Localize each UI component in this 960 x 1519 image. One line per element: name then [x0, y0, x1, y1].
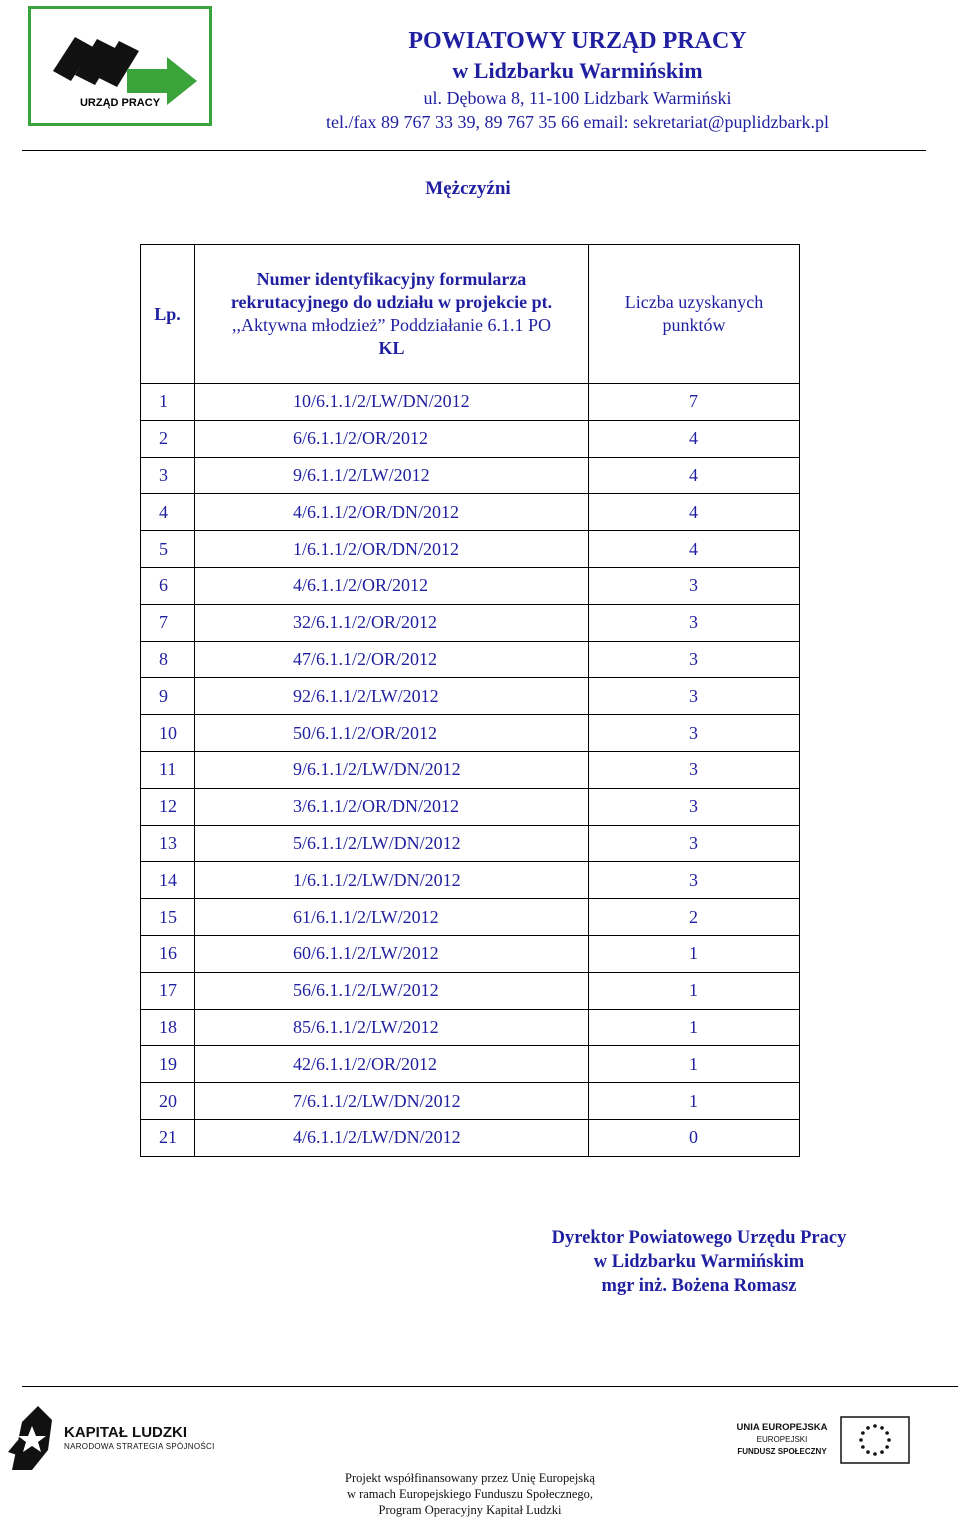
signature-block — [530, 1226, 868, 1298]
points: 3 — [589, 678, 800, 715]
points: 3 — [589, 825, 800, 862]
row-number: 8 — [141, 641, 195, 678]
table-row — [141, 1083, 800, 1120]
kapital-ludzki-logo-icon — [8, 1400, 60, 1472]
points: 3 — [589, 715, 800, 752]
office-contact: tel./fax 89 767 33 39, 89 767 35 66 email: sekretariat@puplidzbark.pl — [326, 112, 829, 132]
header-form-id-line1: Numer identyfikacyjny formularza — [256, 269, 527, 289]
header-lp: Lp. — [141, 245, 195, 384]
points: 1 — [589, 935, 800, 972]
eu-star-icon — [873, 1424, 877, 1428]
table-row — [141, 384, 800, 421]
row-number: 1 — [141, 384, 195, 421]
form-id: 50/6.1.1/2/OR/2012 — [195, 715, 589, 752]
row-number: 20 — [141, 1083, 195, 1120]
eu-star-icon — [887, 1438, 891, 1442]
form-id: 60/6.1.1/2/LW/2012 — [195, 935, 589, 972]
points: 2 — [589, 899, 800, 936]
table-row — [141, 1119, 800, 1156]
form-id: 1/6.1.1/2/LW/DN/2012 — [195, 862, 589, 899]
row-number: 15 — [141, 899, 195, 936]
office-location: w Lidzbarku Warmińskim — [452, 58, 703, 83]
points: 3 — [589, 567, 800, 604]
row-number: 9 — [141, 678, 195, 715]
row-number: 13 — [141, 825, 195, 862]
table-row — [141, 678, 800, 715]
points: 3 — [589, 788, 800, 825]
points: 3 — [589, 751, 800, 788]
points: 3 — [589, 641, 800, 678]
kapital-ludzki-subtitle: NARODOWA STRATEGIA SPÓJNOŚCI — [64, 1442, 215, 1451]
table-row — [141, 972, 800, 1009]
form-id: 9/6.1.1/2/LW/2012 — [195, 457, 589, 494]
header-points — [589, 245, 800, 384]
row-number: 2 — [141, 420, 195, 457]
footer-divider — [22, 1386, 958, 1387]
row-number: 18 — [141, 1009, 195, 1046]
eu-line3: FUNDUSZ SPOŁECZNY — [737, 1447, 827, 1456]
form-id: 4/6.1.1/2/OR/2012 — [195, 567, 589, 604]
kapital-ludzki-name: KAPITAŁ LUDZKI — [64, 1424, 188, 1441]
points: 0 — [589, 1119, 800, 1156]
eu-star-icon — [861, 1445, 865, 1449]
points: 3 — [589, 604, 800, 641]
points: 4 — [589, 494, 800, 531]
table-row — [141, 641, 800, 678]
row-number: 19 — [141, 1046, 195, 1083]
form-id: 5/6.1.1/2/LW/DN/2012 — [195, 825, 589, 862]
eu-star-icon — [885, 1445, 889, 1449]
eu-star-icon — [885, 1431, 889, 1435]
row-number: 14 — [141, 862, 195, 899]
points: 3 — [589, 862, 800, 899]
row-number: 16 — [141, 935, 195, 972]
table-row — [141, 567, 800, 604]
row-number: 5 — [141, 531, 195, 568]
table-row — [141, 457, 800, 494]
funding-note — [280, 1470, 660, 1518]
form-id: 9/6.1.1/2/LW/DN/2012 — [195, 751, 589, 788]
form-id: 1/6.1.1/2/OR/DN/2012 — [195, 531, 589, 568]
eu-label — [730, 1422, 834, 1458]
row-number: 10 — [141, 715, 195, 752]
table-header-row — [141, 245, 800, 384]
row-number: 12 — [141, 788, 195, 825]
table-row — [141, 825, 800, 862]
header-form-id-line2: rekrutacyjnego do udziału w projekcie pt. — [230, 292, 553, 312]
row-number: 11 — [141, 751, 195, 788]
form-id: 32/6.1.1/2/OR/2012 — [195, 604, 589, 641]
table-row — [141, 751, 800, 788]
results-table — [140, 244, 800, 1157]
header-points-line2: punktów — [662, 315, 726, 335]
row-number: 3 — [141, 457, 195, 494]
points: 4 — [589, 531, 800, 568]
eu-star-icon — [866, 1450, 870, 1454]
row-number: 21 — [141, 1119, 195, 1156]
office-header — [225, 26, 930, 134]
table-row — [141, 715, 800, 752]
eu-star-icon — [880, 1450, 884, 1454]
points: 1 — [589, 1083, 800, 1120]
funding-line2: w ramach Europejskiego Funduszu Społecznego, — [346, 1487, 594, 1501]
eu-line2: EUROPEJSKI — [756, 1435, 808, 1444]
table-row — [141, 420, 800, 457]
header-form-id-line3: ,,Aktywna młodzież” Poddziałanie 6.1.1 PO — [232, 315, 551, 335]
eu-line1: UNIA EUROPEJSKA — [736, 1422, 828, 1433]
office-address: ul. Dębowa 8, 11-100 Lidzbark Warmiński — [423, 88, 732, 108]
table-row — [141, 788, 800, 825]
table-row — [141, 531, 800, 568]
form-id: 61/6.1.1/2/LW/2012 — [195, 899, 589, 936]
table-row — [141, 935, 800, 972]
form-id: 42/6.1.1/2/OR/2012 — [195, 1046, 589, 1083]
form-id: 47/6.1.1/2/OR/2012 — [195, 641, 589, 678]
signature-name: mgr inż. Bożena Romasz — [601, 1276, 797, 1296]
eu-flag-icon — [840, 1416, 910, 1464]
eu-star-icon — [859, 1438, 863, 1442]
signature-location: w Lidzbarku Warmińskim — [593, 1252, 805, 1272]
form-id: 3/6.1.1/2/OR/DN/2012 — [195, 788, 589, 825]
table-row — [141, 862, 800, 899]
urzad-pracy-logo — [28, 6, 212, 126]
points: 1 — [589, 1009, 800, 1046]
funding-line1: Projekt współfinansowany przez Unię Europejską — [345, 1471, 595, 1485]
form-id: 56/6.1.1/2/LW/2012 — [195, 972, 589, 1009]
eu-star-icon — [880, 1426, 884, 1430]
table-row — [141, 899, 800, 936]
eu-star-icon — [861, 1431, 865, 1435]
logo-text: URZĄD PRACY — [79, 97, 161, 109]
eu-star-icon — [873, 1452, 877, 1456]
office-name: POWIATOWY URZĄD PRACY — [408, 28, 747, 54]
points: 7 — [589, 384, 800, 421]
form-id: 4/6.1.1/2/OR/DN/2012 — [195, 494, 589, 531]
table-row — [141, 1009, 800, 1046]
eu-star-icon — [866, 1426, 870, 1430]
row-number: 4 — [141, 494, 195, 531]
signature-title: Dyrektor Powiatowego Urzędu Pracy — [551, 1228, 847, 1248]
section-title: Mężczyźni — [425, 178, 511, 199]
form-id: 10/6.1.1/2/LW/DN/2012 — [195, 384, 589, 421]
row-number: 7 — [141, 604, 195, 641]
form-id: 85/6.1.1/2/LW/2012 — [195, 1009, 589, 1046]
funding-line3: Program Operacyjny Kapitał Ludzki — [378, 1503, 562, 1517]
header-points-line1: Liczba uzyskanych — [624, 292, 764, 312]
form-id: 4/6.1.1/2/LW/DN/2012 — [195, 1119, 589, 1156]
points: 4 — [589, 457, 800, 494]
form-id: 6/6.1.1/2/OR/2012 — [195, 420, 589, 457]
form-id: 7/6.1.1/2/LW/DN/2012 — [195, 1083, 589, 1120]
table-row — [141, 604, 800, 641]
header-divider — [22, 150, 926, 151]
points: 1 — [589, 1046, 800, 1083]
header-form-id-line4: KL — [378, 338, 405, 358]
table-row — [141, 494, 800, 531]
row-number: 6 — [141, 567, 195, 604]
points: 4 — [589, 420, 800, 457]
header-form-id — [195, 245, 589, 384]
table-row — [141, 1046, 800, 1083]
points: 1 — [589, 972, 800, 1009]
row-number: 17 — [141, 972, 195, 1009]
form-id: 92/6.1.1/2/LW/2012 — [195, 678, 589, 715]
